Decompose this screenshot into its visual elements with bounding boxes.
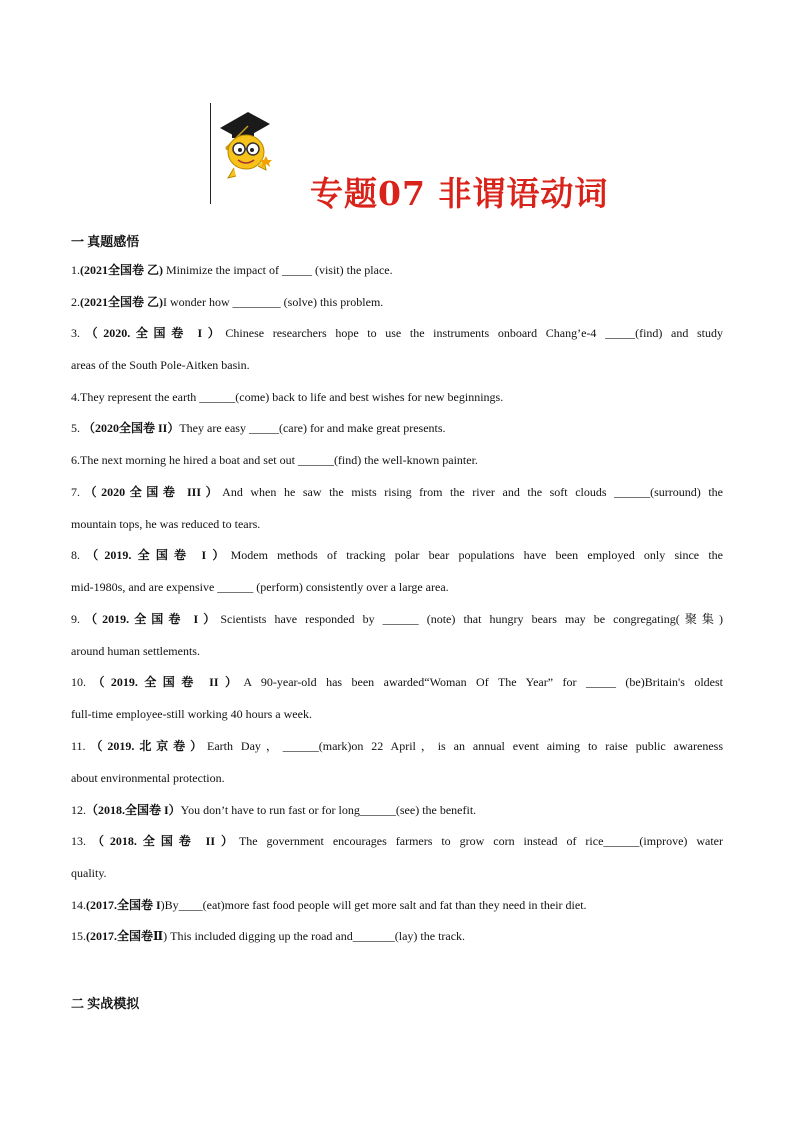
question-line: [71, 357, 723, 389]
question-text: about environmental protection.: [71, 771, 225, 785]
question-text: And when he saw the mists rising from the river and the soft clouds ______(surround) the: [222, 484, 723, 499]
question-item: [71, 389, 723, 421]
question-line: [71, 420, 723, 452]
question-item: [71, 928, 723, 960]
question-line: [71, 325, 723, 341]
question-line: [71, 516, 723, 548]
question-line: [71, 738, 723, 754]
question-item: [71, 484, 723, 548]
question-text: full-time employee-still working 40 hours a week.: [71, 707, 312, 722]
header-divider: [210, 103, 211, 204]
question-source: (2021全国卷 乙): [80, 294, 163, 309]
question-item: [71, 674, 723, 738]
question-line: [71, 706, 723, 738]
graduate-mascot-icon: [214, 98, 274, 186]
question-number: 11.: [71, 739, 86, 753]
question-number: 7.: [71, 484, 80, 499]
question-line: [71, 928, 723, 960]
question-item: [71, 802, 723, 834]
question-line: [71, 294, 723, 326]
question-source: (2021全国卷 乙): [80, 263, 163, 277]
question-text: around human settlements.: [71, 643, 200, 658]
question-number: 14.: [71, 897, 86, 912]
question-text: ) This included digging up the road and_______(lay) the track.: [163, 929, 466, 944]
question-number: 3.: [71, 326, 80, 341]
question-number: 1.: [71, 263, 80, 277]
question-text: Modem methods of tracking polar bear populations have been employed only since the: [230, 548, 723, 563]
question-line: [71, 547, 723, 563]
section-heading-real: 一 真题感悟: [71, 234, 140, 249]
question-text: )By____(eat)more fast food people will get more salt and fat than they need in their diet.: [160, 897, 587, 912]
question-text: mountain tops, he was reduced to tears.: [71, 516, 261, 531]
question-number: 9.: [71, 611, 80, 626]
question-source: （2019.全国卷 I）: [80, 548, 231, 563]
question-item: [71, 420, 723, 452]
question-text: I wonder how ________ (solve) this problem.: [163, 294, 384, 309]
question-line: [71, 484, 723, 500]
question-text: areas of the South Pole-Aitken basin.: [71, 358, 250, 373]
question-source: （2018.全国卷 I）: [86, 802, 181, 817]
question-line: [71, 262, 723, 294]
question-text: quality.: [71, 866, 107, 881]
question-source: （2020全国卷 II）: [83, 421, 180, 436]
question-number: 4.: [71, 389, 80, 404]
question-line: [71, 802, 723, 834]
question-text: mid-1980s, and are expensive ______ (perform) consistently over a large area.: [71, 580, 449, 595]
question-line: [71, 452, 723, 484]
question-line: [71, 770, 723, 802]
question-text: The government encourages farmers to grow corn instead of rice______(improve) water: [238, 834, 723, 849]
question-source: （2020.全国卷 I）: [80, 326, 226, 341]
question-line: [71, 611, 723, 627]
question-text: A 90-year-old has been awarded“Woman Of The Year” for _____ (be)Britain's oldest: [243, 675, 723, 690]
question-line: [71, 865, 723, 897]
question-number: 6.: [71, 453, 80, 467]
question-source: (2017.全国卷 I: [86, 897, 161, 912]
question-text: Minimize the impact of _____ (visit) the place.: [163, 263, 393, 277]
question-item: [71, 262, 723, 294]
question-source: (2017.全国卷Ⅱ: [86, 929, 164, 944]
question-source: （2019.全国卷 I）: [80, 611, 221, 626]
section-heading-practice: 二 实战模拟: [71, 996, 140, 1011]
question-number: 2.: [71, 294, 80, 309]
question-number: 13.: [71, 834, 86, 849]
question-line: [71, 579, 723, 611]
question-text: The next morning he hired a boat and set out ______(find) the well-known painter.: [80, 453, 478, 467]
question-item: [71, 611, 723, 675]
question-text: They represent the earth ______(come) back to life and best wishes for new beginnings.: [80, 389, 504, 404]
question-number: 5.: [71, 421, 83, 436]
question-source: （2019.北京卷）: [85, 739, 207, 753]
question-item: [71, 897, 723, 929]
question-line: [71, 897, 723, 929]
question-source: （2020全国卷 III）: [80, 484, 223, 499]
question-number: 15.: [71, 929, 86, 944]
question-text: Scientists have responded by ______ (note) that hungry bears may be congregating(聚集): [220, 611, 723, 626]
question-text: Chinese researchers hope to use the instruments onboard Chang’e-4 _____(find) and study: [225, 326, 723, 341]
question-number: 12.: [71, 802, 86, 817]
question-item: [71, 833, 723, 897]
question-line: [71, 674, 723, 690]
question-number: 8.: [71, 548, 80, 563]
question-item: [71, 294, 723, 326]
question-number: 10.: [71, 675, 86, 690]
question-item: [71, 452, 723, 484]
question-line: [71, 643, 723, 675]
question-text: You don’t have to run fast or for long______(see) the benefit.: [180, 802, 477, 817]
question-text: Earth Day，______(mark)on 22 April，is an annual event aiming to raise public awareness: [207, 739, 723, 753]
question-line: [71, 833, 723, 849]
question-source: （2018.全国卷 II）: [86, 834, 239, 849]
question-line: [71, 389, 723, 421]
question-text: They are easy _____(care) for and make great presents.: [179, 421, 446, 436]
question-item: [71, 547, 723, 611]
question-item: [71, 738, 723, 802]
page-title: 专题07 非谓语动词: [310, 174, 609, 213]
question-item: [71, 325, 723, 389]
question-source: （2019.全国卷 II）: [86, 675, 244, 690]
page-header: [0, 0, 794, 215]
